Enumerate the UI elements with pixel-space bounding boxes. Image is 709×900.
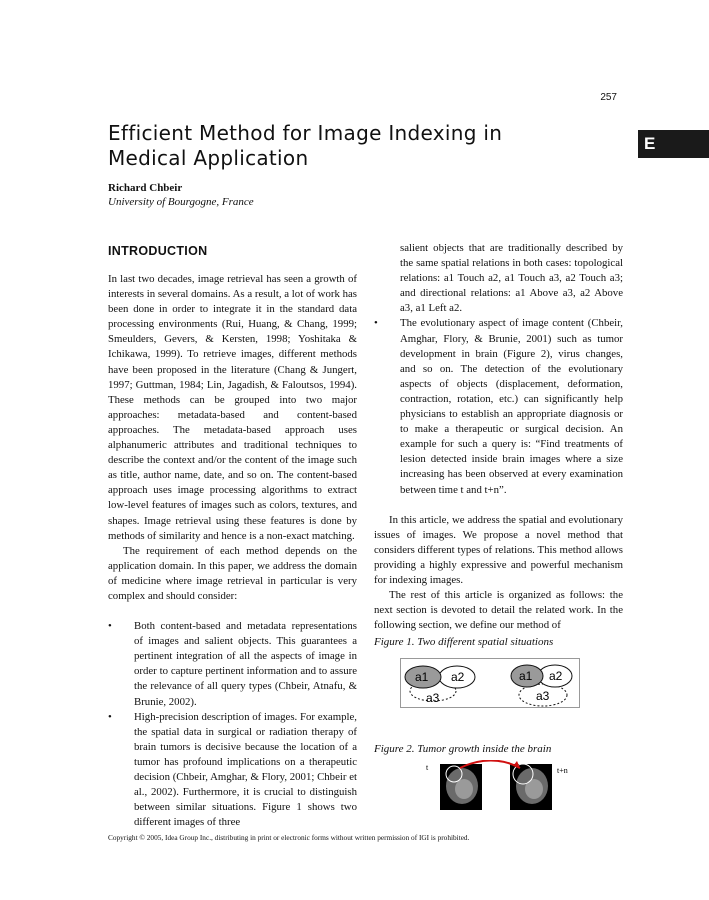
paragraph: The requirement of each method depends on the application domain. In this paper, we address the domain of medicine where image retrieval in particular is very complex and should consider: — [108, 544, 357, 602]
section-tab: E — [638, 130, 709, 158]
paragraph: In last two decades, image retrieval has seen a growth of interests in several domains. As a result, a lot of work has been done in order to integrate it in the standard data processing environments (Rui, Huang, & Chang, 1999; Smeulders, Gevers, & Kersten, 1998; Yoshitaka & Ichikawa, 1999). To retrieve images, different methods have been proposed in the literature (Chang & Jungert, 1997; Guttman, 1984; Lin, Jagadish, & Faloutsos, 1994). These methods can be grouped into two major approaches: metadata-based and content-based approaches. The metadata-based approach uses alphanumeric attributes and traditional techniques to describe the context and/or the content of the image such as title, author name, date, and so on. The content-based approach uses image processing algorithms to extract low-level features of images such as colors, textures, and shapes. Image retrieval using these features is done by methods of similarity and hence is a non-exact matching. — [108, 273, 357, 542]
bullet-symbol: • — [108, 710, 112, 723]
label-a2: a2 — [451, 670, 465, 684]
article-title — [108, 121, 608, 171]
list-item — [374, 316, 623, 497]
copyright-footer: Copyright © 2005, Idea Group Inc., distributing in print or electronic forms without written permission of IGI is prohibited. — [108, 833, 470, 842]
label-a1: a1 — [415, 670, 429, 684]
list-item-text: Both content-based and metadata representations of images and salient objects. This guarantees a pertinent integration of all the aspects of image in order to capture pertinent information and to assure the relevance of all query types (Chbeir, Atnafu, & Brunie, 2002). — [134, 620, 357, 708]
figure-1-image — [400, 658, 580, 708]
section-heading: INTRODUCTION — [108, 244, 208, 258]
label-a1: a1 — [519, 669, 533, 683]
bullet-list — [374, 316, 623, 497]
figure-2-caption: Figure 2. Tumor growth inside the brain — [374, 743, 552, 755]
author-name: Richard Chbeir — [108, 182, 183, 194]
figure-1-caption: Figure 1. Two different spatial situations — [374, 636, 554, 648]
list-item-continuation: salient objects that are traditionally described by the same spatial relations in both cases: topological relations: a1 Touch a2, a1 Touch a3, a2 Touch a3; and directional relations: a1 Above a3, a2 Above a3, a1 Left a2. — [400, 242, 623, 315]
bullet-symbol: • — [374, 317, 378, 330]
title-line-1: Efficient Method for Image Indexing in — [108, 121, 503, 145]
list-item-text: High-precision description of images. For example, the spatial data in surgical or radiation therapy of brain tumors is decisive because the location of a tumor has profound implications on a therapeutic decision (Chbeir, Amghar, & Flory, 2001; Chbeir et al., 2002). Furthermore, it is crucial to distinguish between similar situations. Figure 1 shows two different images of three — [134, 710, 357, 829]
brain-detail — [455, 779, 473, 799]
list-item — [108, 619, 357, 710]
bullet-list — [108, 619, 357, 830]
label-a3: a3 — [426, 691, 440, 705]
bullet-symbol: • — [108, 620, 112, 633]
right-column — [374, 241, 623, 633]
label-t-plus-n: t+n — [557, 766, 568, 775]
left-column — [108, 272, 357, 830]
paragraph: The rest of this article is organized as follows: the next section is devoted to detail the related work. In the following section, we define our method of — [374, 589, 623, 632]
label-a3: a3 — [536, 689, 550, 703]
figure-2-image — [420, 760, 580, 812]
list-item — [108, 710, 357, 831]
title-line-2: Medical Application — [108, 146, 309, 170]
label-a2: a2 — [549, 669, 563, 683]
page-number: 257 — [600, 92, 617, 103]
paragraph: In this article, we address the spatial and evolutionary issues of images. We propose a novel method that considers different types of relations. This method allows providing a highly expressive and powerful mechanism for indexing images. — [374, 513, 623, 586]
list-item-text: The evolutionary aspect of image content (Chbeir, Amghar, Flory, & Brunie, 2001) such as tumor development in brain (Figure 2), virus changes, and so on. The detection of the evolutionary aspects of objects (displacement, deformation, contraction, rotation, etc.) can significantly help physicians to establish an appropriate diagnosis or to make a therapeutic or surgical decision. An example for such a query is: “Find treatments of lesion detected inside brain images where a size increasing has been observed at every examination between time t and t+n”. — [400, 317, 623, 496]
author-affiliation: University of Bourgogne, France — [108, 196, 254, 208]
brain-detail — [525, 779, 543, 799]
label-t: t — [426, 763, 429, 772]
